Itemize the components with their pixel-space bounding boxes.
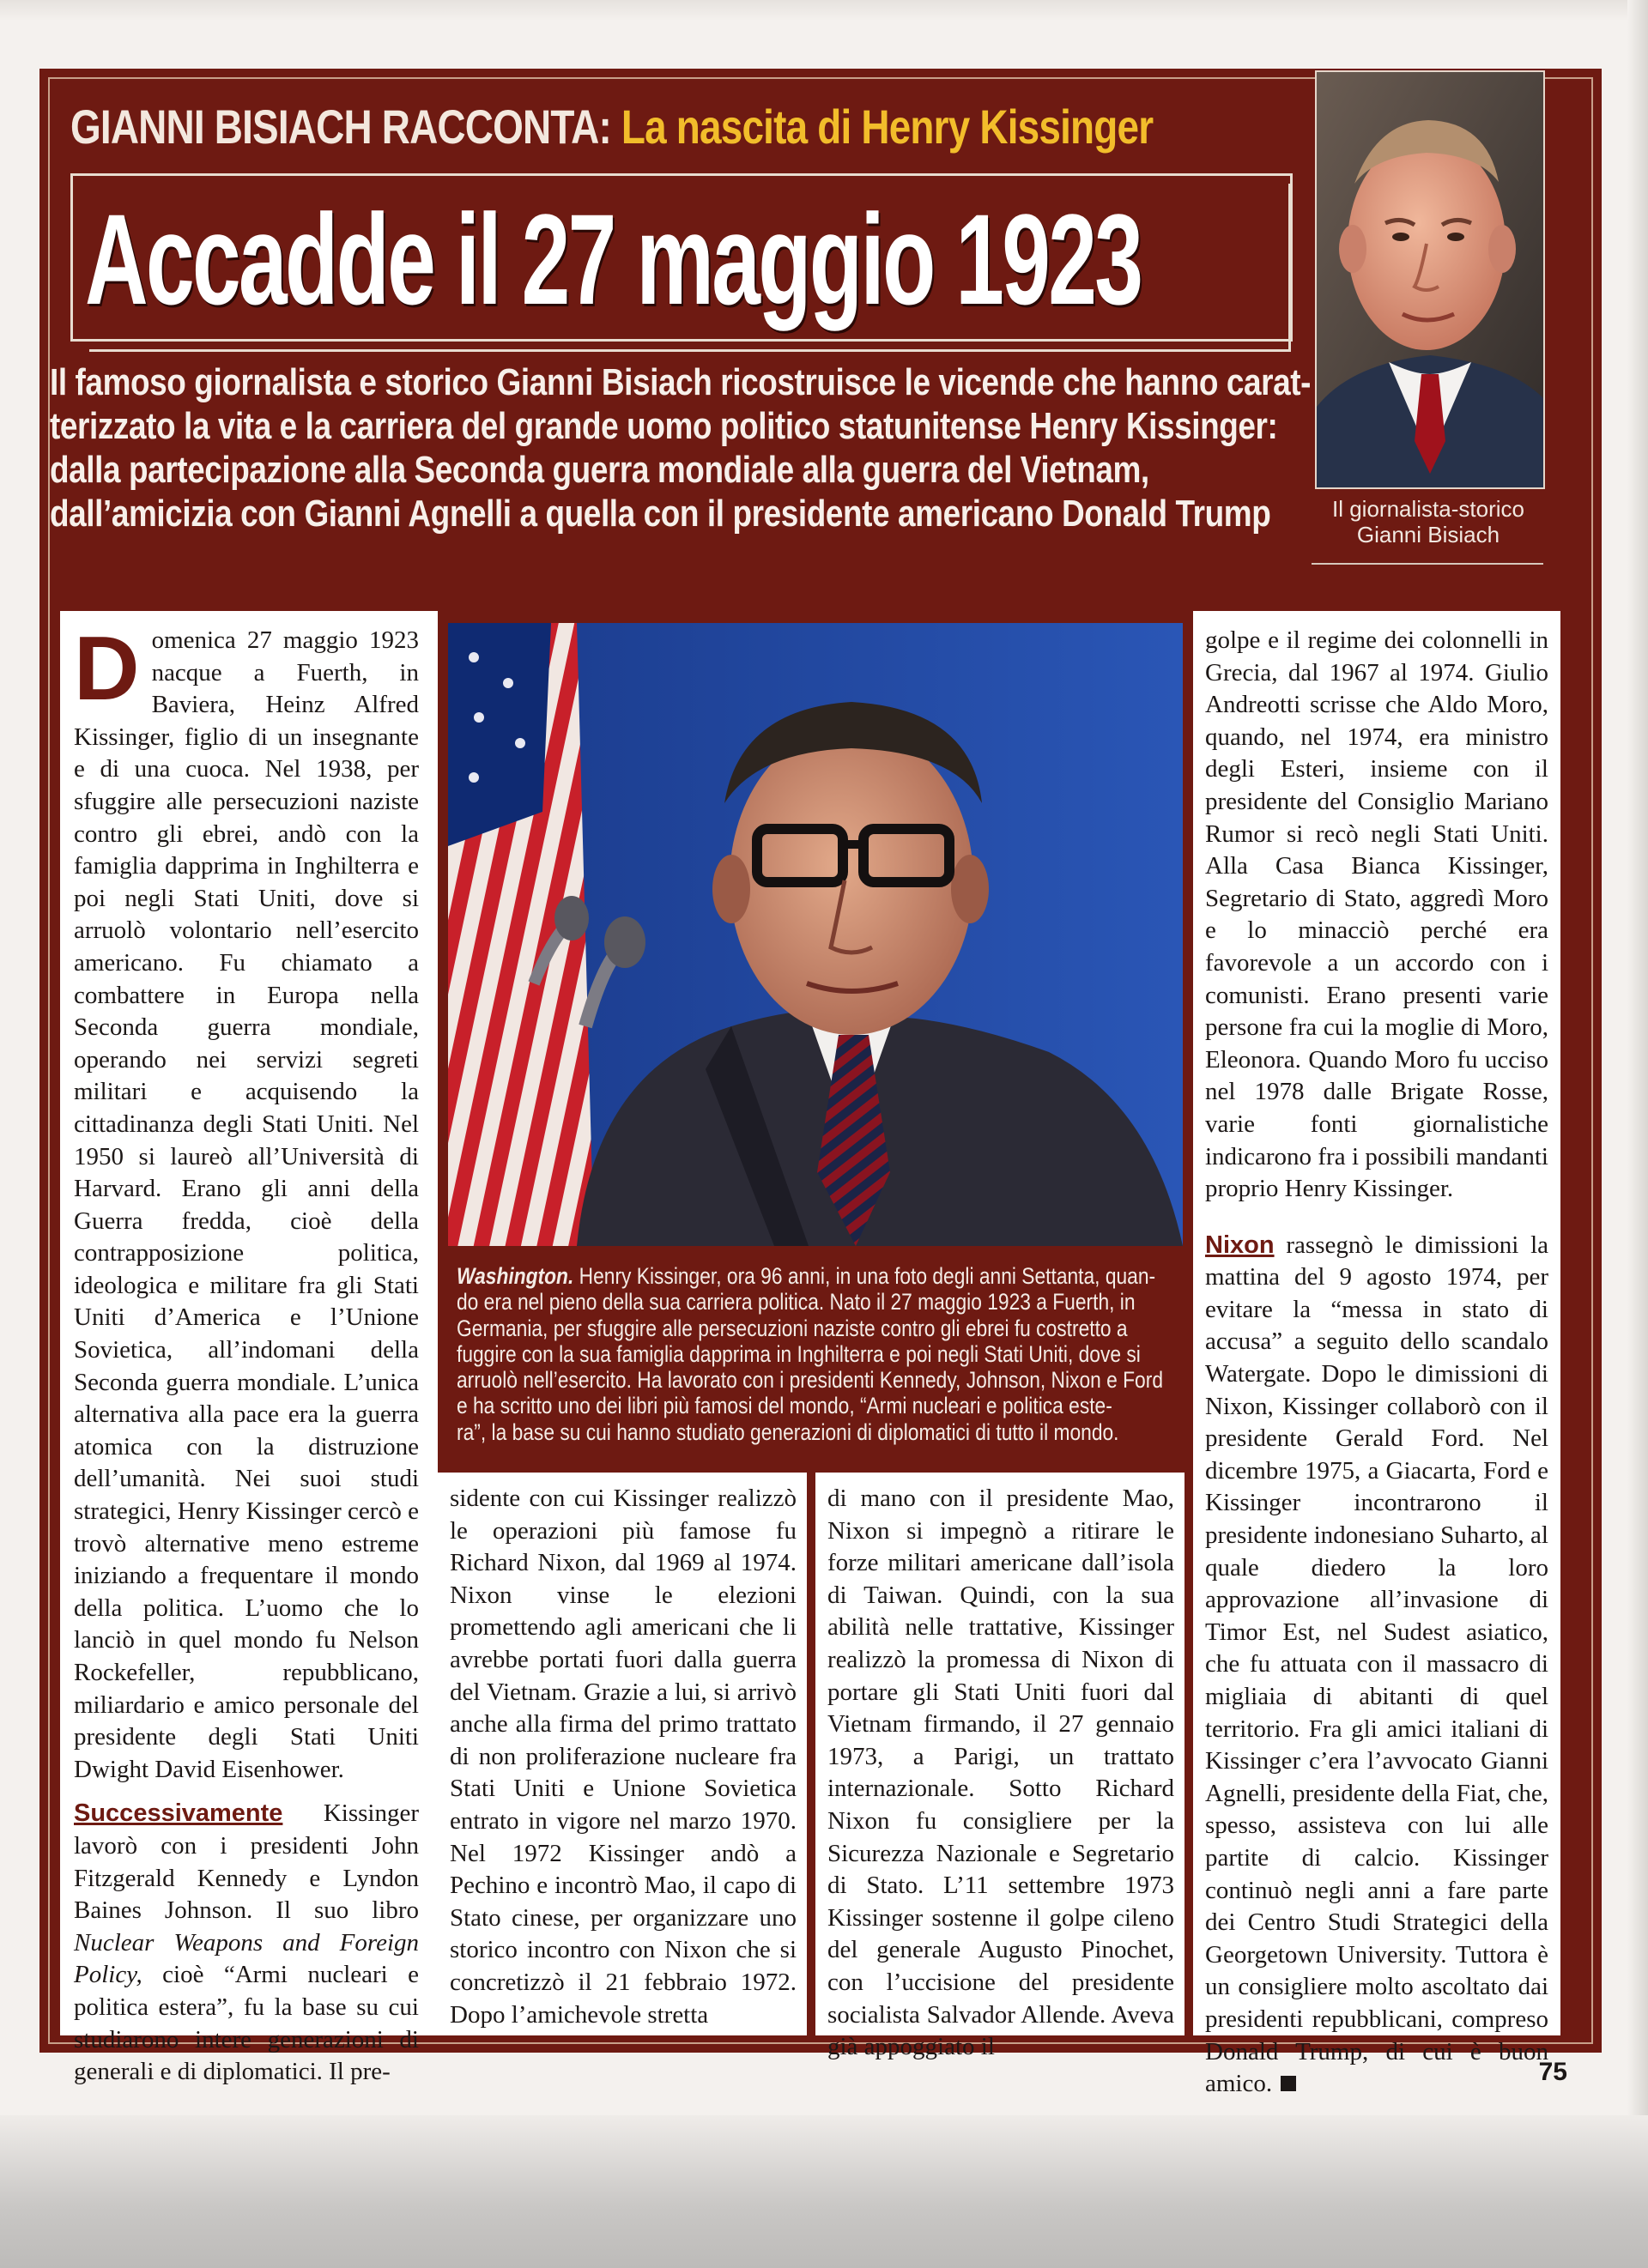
author-photo xyxy=(1315,70,1545,489)
paragraph-text: omenica 27 maggio 1923 nacque a Fuerth, in Baviera, Heinz Alfred Kissinger, figlio di un insegnante e di una cuoca. Nel 1938, per sfuggire alle persecuzioni naziste contro gli ebrei, andò con la famiglia dapprima in Inghilterra e poi negli Stati Uniti, dove si arruolò volontario nell’esercito americano. Fu chiamato a combattere in Europa nella Seconda guerra mondiale, operando nei servizi segreti militari e acquisendo la cittadinanza degli Stati Uniti. Nel 1950 si laureò all’Università di Harvard. Erano gli anni della Guerra fredda, cioè della contrapposizione politica, ideologica e militare fra gli Stati Uniti d’America e l’Unione Sovietica, all’indomani della Seconda guerra mondiale. L’unica alternativa alla pace era la guerra atomica con la distruzione dell’umanità. Nei suoi studi strategici, Henry Kissinger cercò e trovò alternative meno estreme iniziando a frequentare il mondo della politica. L’uomo che lo lanciò in quel mondo fu Nelson Rockefeller, repubblicano, miliardario e amico personale del presidente degli Stati Uniti Dwight David Eisenhower. xyxy=(74,626,419,1783)
author-caption-name: Gianni Bisiach xyxy=(1356,522,1500,547)
run-in-heading: Nixon xyxy=(1205,1231,1275,1259)
kicker-author: GIANNI BISIACH RACCONTA: xyxy=(70,100,611,154)
article-paragraph xyxy=(74,1798,419,2088)
article-paragraph: sidente con cui Kissinger realizzò le operazioni più famose fu Richard Nixon, dal 1969 al 1974. Nixon vinse le elezioni promettendo agli americani che li avrebbe portati fuori dalla guerra del Vietnam. Grazie a lui, si arrivò anche alla firma del primo trattato di non proliferazione nucleare fra Stati Uniti e Unione Sovietica entrato in vigore nel marzo 1970. Nel 1972 Kissinger andò a Pechino e incontrò Mao, il capo di Stato cinese, per organizzare uno storico incontro con Nixon che si concretizzò il 21 febbraio 1972. Dopo l’amichevole stretta xyxy=(450,1485,797,2029)
page-title: Accadde il 27 maggio 1923 xyxy=(85,187,1142,331)
standfirst-line: Il famoso giornalista e storico Gianni Bisiach ricostruisce le vicende che hanno carat- xyxy=(50,361,1312,403)
header-kicker xyxy=(70,93,1154,161)
caption-line: Germania, per sfuggire alle persecuzioni naziste contro gli ebrei fu costretto a xyxy=(457,1315,1128,1341)
page-bottom-margin xyxy=(0,2115,1648,2268)
caption-line: do era nel pieno della sua carriera politica. Nato il 27 maggio 1923 a Fuerth, in xyxy=(457,1289,1136,1315)
author-photo-caption xyxy=(1294,496,1562,547)
kicker-topic: La nascita di Henry Kissinger xyxy=(610,100,1154,154)
paragraph-text: cioè “Armi nucleari e politica estera”, fu la base su cui studiarono intere generazioni di generali e di diplomatici. Il pre- xyxy=(74,1961,419,2086)
article-paragraph xyxy=(1205,1230,1548,2101)
caption-place: Washington. xyxy=(457,1263,574,1289)
page-number: 75 xyxy=(1538,2058,1567,2086)
run-in-heading: Successivamente xyxy=(74,1799,283,1828)
author-photo-illustration xyxy=(1317,72,1543,487)
scan-border-top xyxy=(0,0,1648,21)
caption-line: arruolò nell’esercito. Ha lavorato con i presidenti Kennedy, Johnson, Nixon e Ford xyxy=(457,1367,1164,1394)
article-column-2 xyxy=(450,1483,797,2029)
standfirst-line: terizzato la vita e la carriera del grande uomo politico statunitense Henry Kissinger: xyxy=(50,405,1278,447)
article-paragraph: di mano con il presidente Mao, Nixon si impegnò a ritirare le forze militari americane dall’isola di Taiwan. Quindi, con la sua abilità nelle trattative, Kissinger realizzò la promessa di Nixon di portare gli Stati Uniti fuori dal Vietnam firmando, il 27 gennaio 1973, a Parigi, un trattato internazionale. Sotto Richard Nixon fu consigliere per la Sicurezza Nazionale e Segretario di Stato. L’11 settembre 1973 Kissinger sostenne il golpe cileno del generale Augusto Pinochet, con l’uccisione del presidente socialista Salvador Allende. Aveva già appoggiato il xyxy=(827,1485,1174,2061)
article-paragraph: golpe e il regime dei colonnelli in Grecia, dal 1967 al 1974. Giulio Andreotti scrisse che Aldo Moro, quando, nel 1974, era ministro degli Esteri, insieme con il presidente del Consiglio Mariano Rumor si recò negli Stati Uniti. Alla Casa Bianca Kissinger, Segretario di Stato, aggredì Moro e lo minacciò perché era favorevole a un accordo con i comunisti. Erano presenti varie persone fra cui la moglie di Moro, Eleonora. Quando Moro fu ucciso nel 1978 dalle Brigate Rosse, varie fonti giornalistiche indicarono fra i possibili mandanti proprio Henry Kissinger. xyxy=(1205,626,1548,1203)
article-column-1 xyxy=(74,618,419,2086)
kissinger-photo-illustration xyxy=(448,623,1183,1246)
caption-line: ra”, la base su cui hanno studiato generazioni di diplomatici di tutto il mondo. xyxy=(457,1418,1119,1445)
caption-line xyxy=(457,1263,1156,1289)
standfirst-line: dall’amicizia con Gianni Agnelli a quella con il presidente americano Donald Trump xyxy=(50,493,1271,535)
title-box xyxy=(70,173,1293,342)
caption-line: fuggire con la sua famiglia dapprima in Inghilterra e poi negli Stati Uniti, dove si xyxy=(457,1340,1141,1367)
book-title: Nuclear Weapons and Foreign Policy, xyxy=(74,1928,419,1989)
paragraph-text: Kissinger lavorò con i presidenti John Fitzgerald Kennedy e Lyndon Baines Johnson. Il suo libro xyxy=(74,1799,419,1925)
article-column-4 xyxy=(1205,625,1548,2098)
caption-line: e ha scritto uno dei libri più famosi del mondo, “Armi nucleari e politica este- xyxy=(457,1393,1112,1419)
article-column-3 xyxy=(827,1483,1174,2061)
photo-caption xyxy=(448,1253,1183,1462)
paragraph-text: rassegnò le dimissioni la mattina del 9 agosto 1974, per evitare la “messa in stato di accusa” a seguito dello scandalo Watergate. Dopo le dimissioni di Nixon, Kissinger collaborò con il presidente Gerald Ford. Nel dicembre 1975, a Giacarta, Ford e Kissinger incontrarono il presidente indonesiano Suharto, al quale diedero la loro approvazione all’invasione di Timor Est, nel Sudest asiatico, che fu attuata con il massacro di migliaia di abitanti di quel territorio. Fra gli amici italiani di Kissinger c’era l’avvocato Gianni Agnelli, presidente della Fiat, che, spesso, assisteva con lui alle partite di calcio. Kissinger continuò negli anni a fare parte dei Centro Studi Strategici della Georgetown University. Tuttora è un consigliere molto ascoltato dai presidenti repubblicani, compreso Donald Trump, di cui è buon amico. xyxy=(1205,1231,1548,2098)
scan-border-right xyxy=(1627,0,1648,2268)
article-paragraph xyxy=(74,618,419,1786)
end-of-article-mark xyxy=(1281,2076,1296,2091)
kissinger-photo xyxy=(448,623,1183,1246)
drop-cap: D xyxy=(74,618,140,719)
standfirst xyxy=(50,360,1312,580)
author-caption-role: Il giornalista-storico xyxy=(1332,496,1524,522)
caption-text: Henry Kissinger, ora 96 anni, in una foto degli anni Settanta, quan- xyxy=(573,1263,1156,1289)
caption-divider xyxy=(1312,563,1543,565)
standfirst-line: dalla partecipazione alla Seconda guerra mondiale alla guerra del Vietnam, xyxy=(50,449,1149,491)
